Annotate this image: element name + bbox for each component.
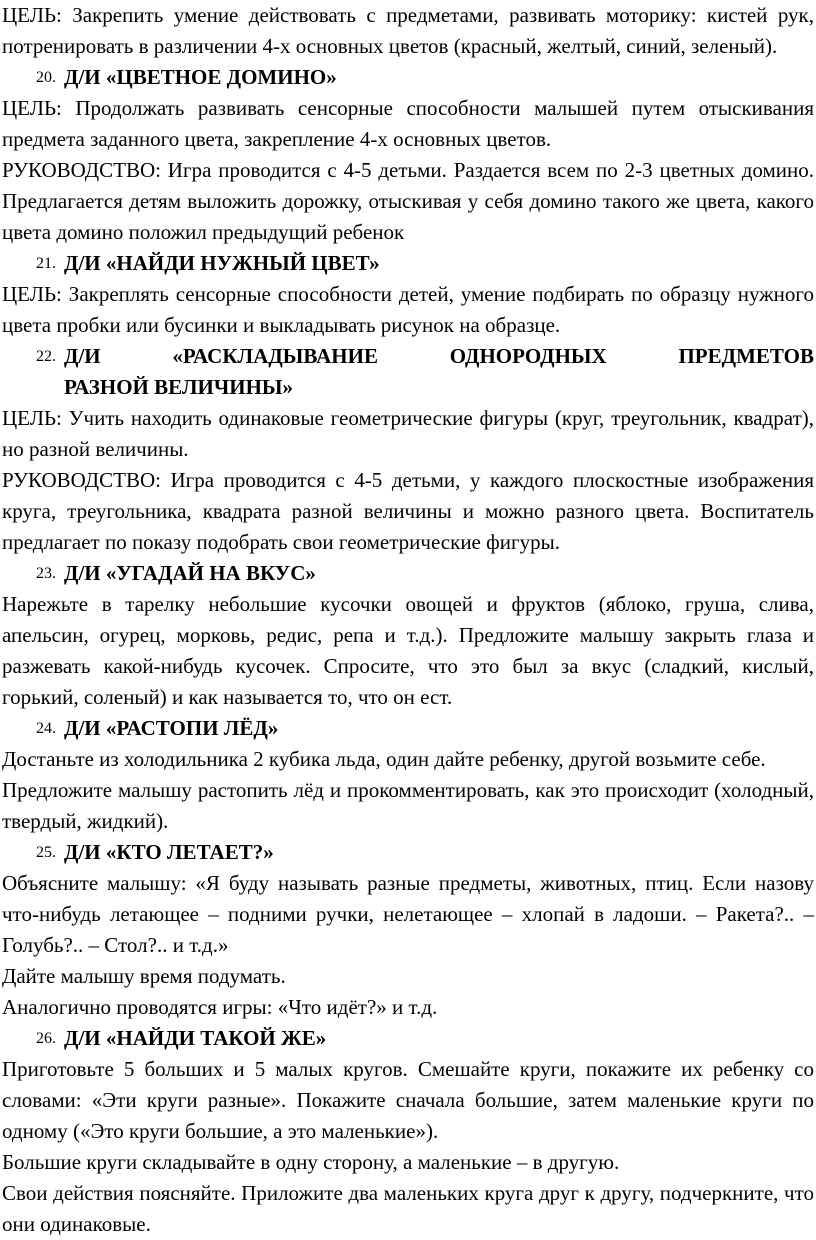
game-22-title-line2: РАЗНОЙ ВЕЛИЧИНЫ» <box>64 375 294 399</box>
game-26-number: 26. <box>36 1030 56 1047</box>
intro-goal-paragraph: ЦЕЛЬ: Закрепить умение действовать с предметами, развивать моторику: кистей рук, потренировать в различении 4-х основных цветов (красный, желтый, синий, зеленый). <box>2 3 814 58</box>
game-25-heading <box>2 837 814 868</box>
game-20-title: Д/И «ЦВЕТНОЕ ДОМИНО» <box>64 65 337 89</box>
game-25-number: 25. <box>36 844 56 861</box>
game-23-title: Д/И «УГАДАЙ НА ВКУС» <box>64 561 316 585</box>
game-20-number: 20. <box>36 69 56 86</box>
game-24-heading <box>2 713 814 744</box>
game-25-text-3: Аналогично проводятся игры: «Что идёт?» и т.д. <box>2 995 438 1019</box>
game-25-title: Д/И «КТО ЛЕТАЕТ?» <box>64 840 274 864</box>
game-20-guide: РУКОВОДСТВО: Игра проводится с 4-5 детьми. Раздается всем по 2-3 цветных домино. Предлагается детям выложить дорожку, отыскивая у себя домино такого же цвета, какого цвета домино положил предыдущий ребенок <box>2 158 814 244</box>
game-26-text-3: Свои действия поясняйте. Приложите два маленьких круга друг к другу, подчеркните, что они одинаковые. <box>2 1181 814 1236</box>
game-20-goal: ЦЕЛЬ: Продолжать развивать сенсорные способности малышей путем отыскивания предмета заданного цвета, закрепление 4-х основных цветов. <box>2 96 814 151</box>
game-24-text-2: Предложите малышу растопить лёд и прокомментировать, как это происходит (холодный, твердый, жидкий). <box>2 778 814 833</box>
game-23-heading <box>2 558 814 589</box>
game-22-heading <box>2 341 814 403</box>
game-21-number: 21. <box>36 255 56 272</box>
game-21-goal: ЦЕЛЬ: Закреплять сенсорные способности детей, умение подбирать по образцу нужного цвета пробки или бусинки и выкладывать рисунок на образце. <box>2 282 814 337</box>
game-25-text-2: Дайте малышу время подумать. <box>2 964 286 988</box>
game-22-title <box>64 341 814 403</box>
game-23-number: 23. <box>36 565 56 582</box>
game-26-title: Д/И «НАЙДИ ТАКОЙ ЖЕ» <box>64 1026 327 1050</box>
game-22-title-line1: Д/И «РАСКЛАДЫВАНИЕ ОДНОРОДНЫХ ПРЕДМЕТОВ <box>64 344 814 368</box>
game-25-text-1: Объясните малышу: «Я буду называть разные предметы, животных, птиц. Если назову что-нибудь летающее – подними ручки, нелетающее – хлопай в ладоши. – Ракета?.. – Голубь?.. – Стол?.. и т.д.» <box>2 871 814 957</box>
game-22-goal: ЦЕЛЬ: Учить находить одинаковые геометрические фигуры (круг, треугольник, квадрат), но разной величины. <box>2 406 814 461</box>
game-24-title: Д/И «РАСТОПИ ЛЁД» <box>64 716 279 740</box>
game-20-heading <box>2 62 814 93</box>
game-22-number: 22. <box>36 348 56 365</box>
game-24-text-1: Достаньте из холодильника 2 кубика льда, один дайте ребенку, другой возьмите себе. <box>2 747 766 771</box>
game-24-number: 24. <box>36 720 56 737</box>
game-26-text-2: Большие круги складывайте в одну сторону, а маленькие – в другую. <box>2 1150 620 1174</box>
game-21-heading <box>2 248 814 279</box>
game-26-heading <box>2 1023 814 1054</box>
game-22-guide: РУКОВОДСТВО: Игра проводится с 4-5 детьми, у каждого плоскостные изображения круга, треугольника, квадрата разной величины и можно разного цвета. Воспитатель предлагает по показу подобрать свои геометрические фигуры. <box>2 468 814 554</box>
game-21-title: Д/И «НАЙДИ НУЖНЫЙ ЦВЕТ» <box>64 251 380 275</box>
game-23-text: Нарежьте в тарелку небольшие кусочки овощей и фруктов (яблоко, груша, слива, апельсин, огурец, морковь, редис, репа и т.д.). Предложите малышу закрыть глаза и разжевать какой-нибудь кусочек. Спросите, что это был за вкус (сладкий, кислый, горький, соленый) и как называется то, что он ест. <box>2 592 814 709</box>
game-26-text-1: Приготовьте 5 больших и 5 малых кругов. Смешайте круги, покажите их ребенку со словами: «Эти круги разные». Покажите сначала большие, затем маленькие круги по одному («Это круги большие, а это маленькие»). <box>2 1057 814 1143</box>
